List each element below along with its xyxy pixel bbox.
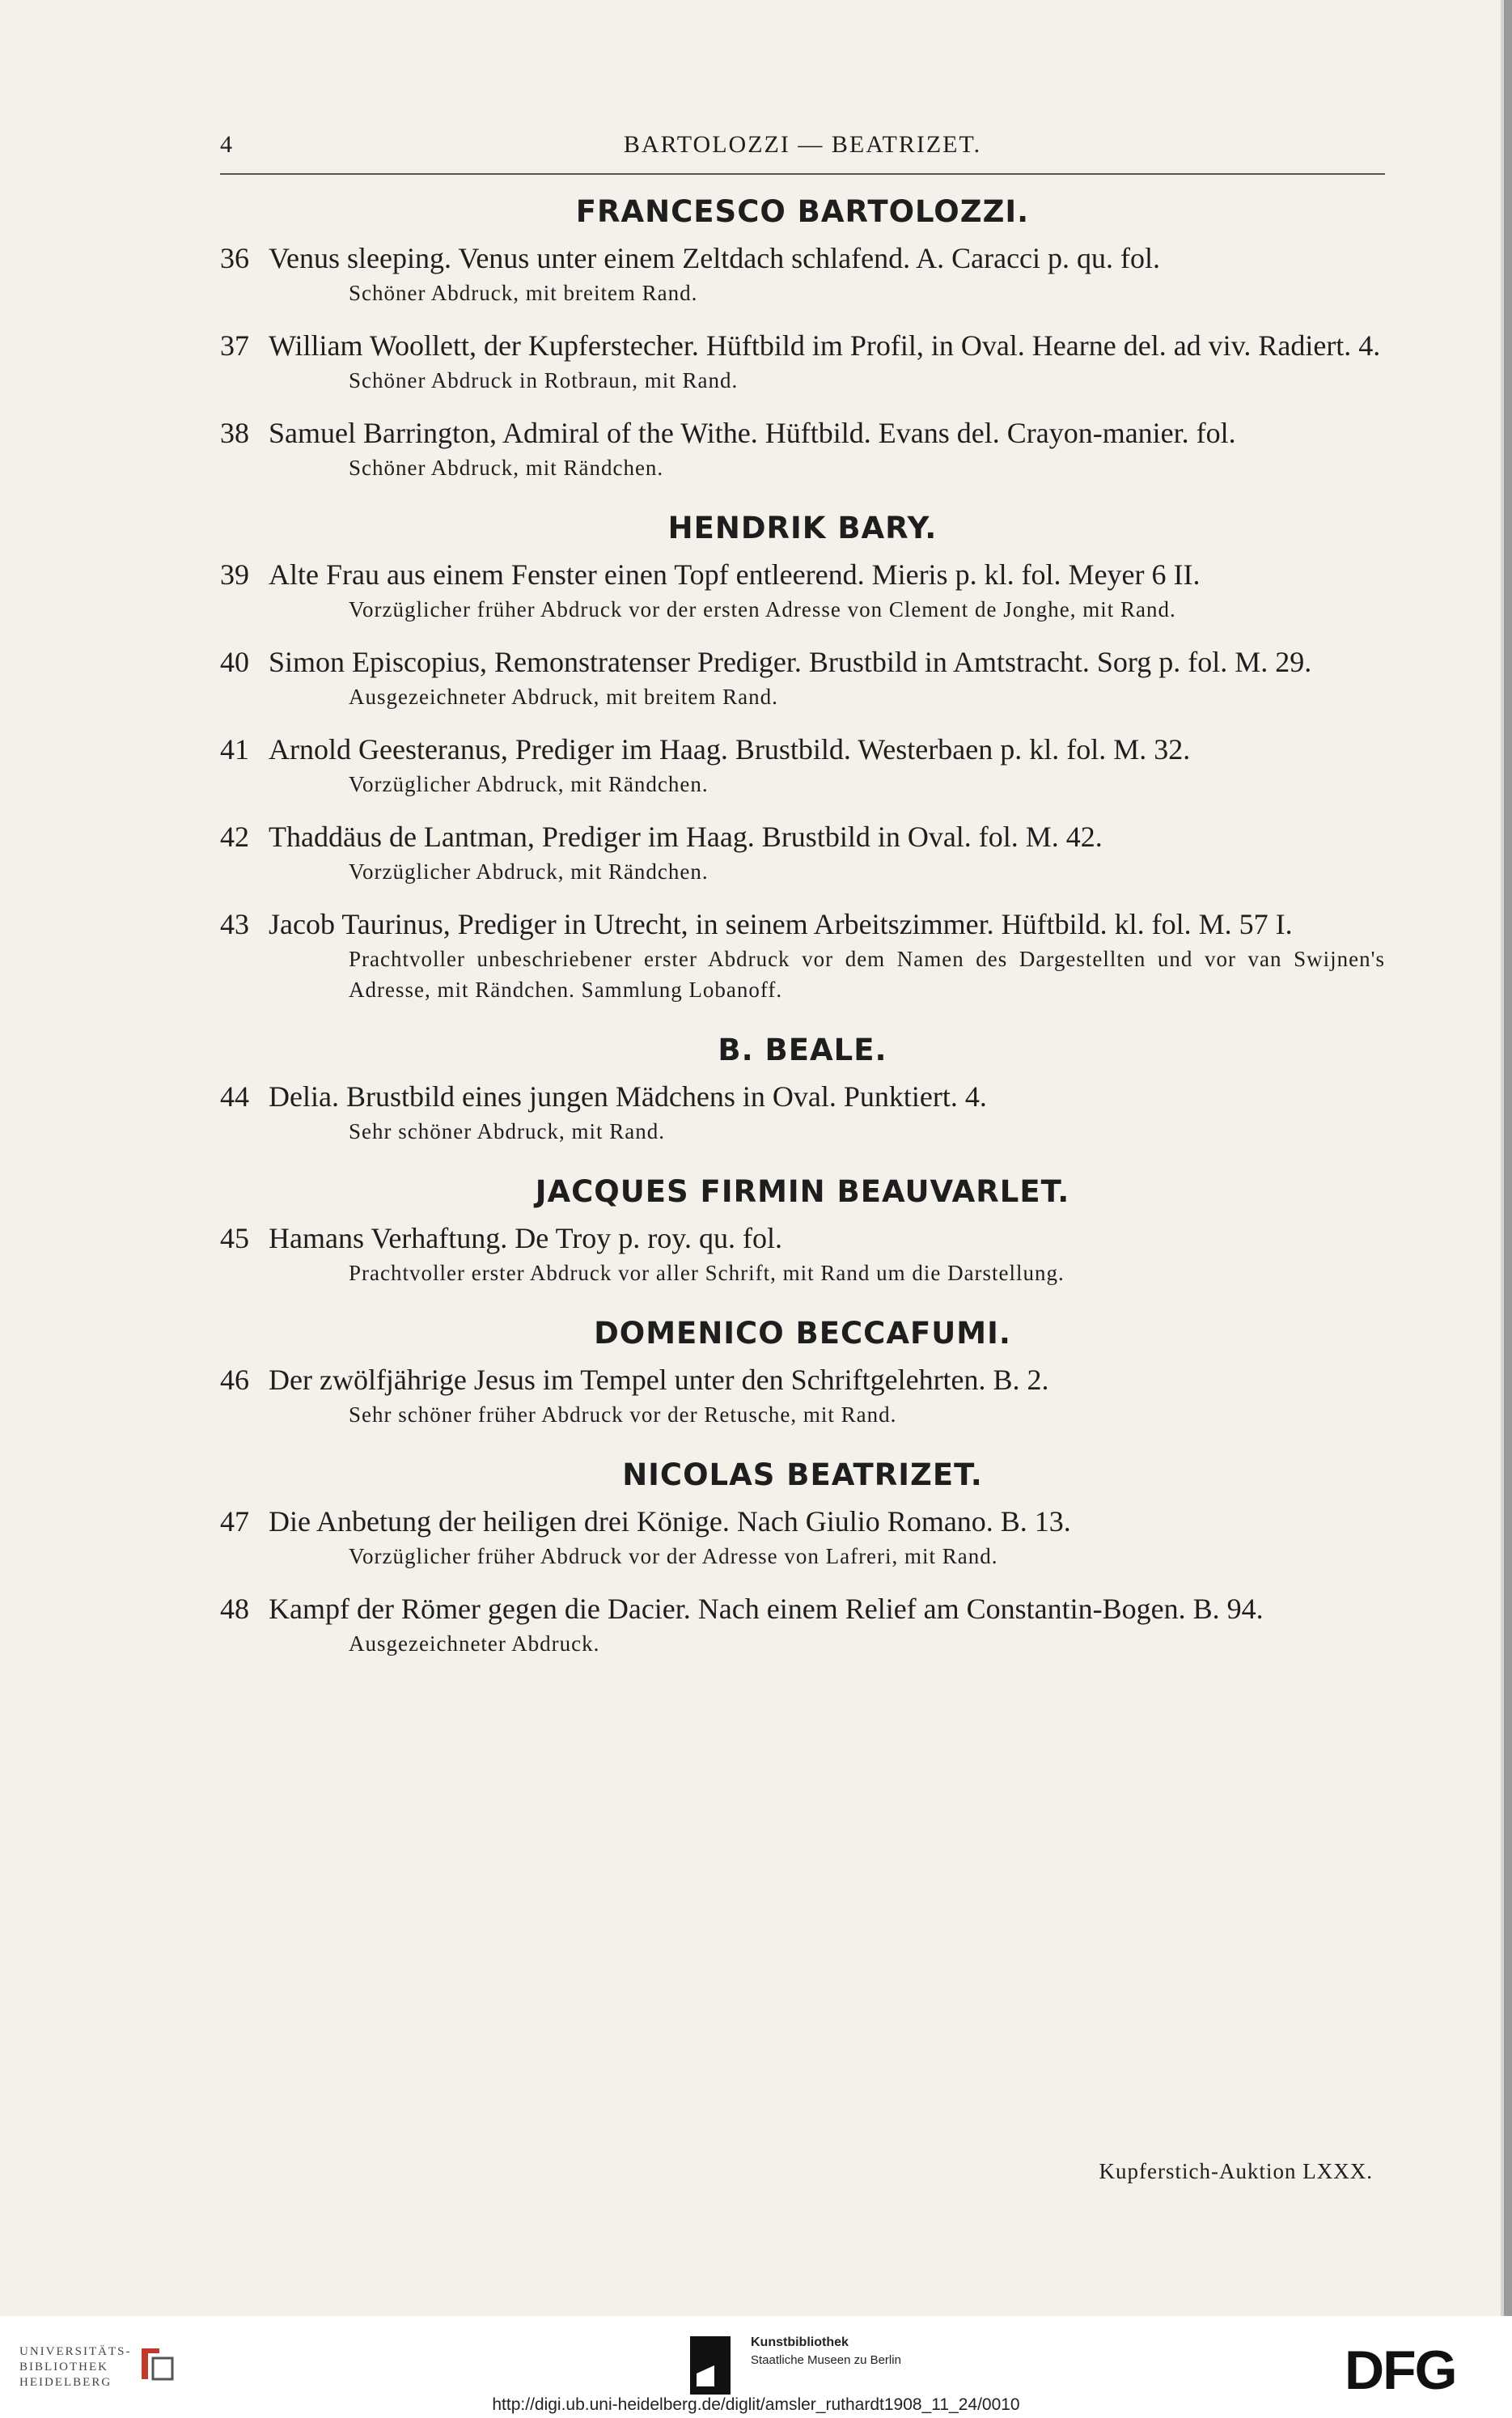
kunstbibliothek-logo-icon <box>690 2336 731 2395</box>
entry-title: Delia. Brustbild eines jungen Mädchens in Oval. Punktiert. 4. <box>269 1080 987 1113</box>
entry-note: Sehr schöner früher Abdruck vor der Retusche, mit Rand. <box>349 1402 897 1427</box>
entry-title: Arnold Geesteranus, Prediger im Haag. Brustbild. Westerbaen p. kl. fol. M. 32. <box>269 733 1191 766</box>
entry-number: 41 <box>220 733 249 766</box>
logo-line: BIBLIOTHEK <box>19 2361 108 2373</box>
catalog-entry <box>220 555 1385 625</box>
page-content <box>220 121 1385 1659</box>
artist-heading: FRANCESCO BARTOLOZZI. <box>575 194 1030 229</box>
entry-note: Vorzüglicher früher Abdruck vor der Adresse von Lafreri, mit Rand. <box>349 1544 998 1568</box>
catalog-entry <box>220 817 1385 887</box>
catalog-entry <box>220 1219 1385 1288</box>
catalog-entry <box>220 905 1385 1005</box>
entry-note: Schöner Abdruck in Rotbraun, mit Rand. <box>349 368 739 392</box>
entry-title: Venus sleeping. Venus unter einem Zeltdach schlafend. A. Caracci p. qu. fol. <box>269 242 1161 274</box>
entry-number: 39 <box>220 558 249 591</box>
catalog-entry <box>220 730 1385 800</box>
entry-note: Schöner Abdruck, mit breitem Rand. <box>349 281 698 305</box>
entry-number: 46 <box>220 1364 249 1396</box>
entry-note: Vorzüglicher Abdruck, mit Rändchen. <box>349 772 709 796</box>
section-beale <box>220 1033 1385 1147</box>
section-bary <box>220 511 1385 1005</box>
catalog-entry <box>220 239 1385 308</box>
entry-note: Vorzüglicher Abdruck, mit Rändchen. <box>349 859 709 884</box>
running-title: BARTOLOZZI — BEATRIZET. <box>623 131 982 158</box>
entry-number: 43 <box>220 908 249 940</box>
section-beccafumi <box>220 1316 1385 1430</box>
entry-title: Thaddäus de Lantman, Prediger im Haag. Brustbild in Oval. fol. M. 42. <box>269 821 1103 853</box>
entry-title: Simon Episcopius, Remonstratenser Prediger. Brustbild in Amtstracht. Sorg p. fol. M. 29. <box>269 646 1312 678</box>
section-beatrizet <box>220 1457 1385 1659</box>
artist-heading: JACQUES FIRMIN BEAUVARLET. <box>535 1174 1070 1209</box>
kb-subtitle: Staatliche Museen zu Berlin <box>751 2353 901 2367</box>
section-beauvarlet <box>220 1174 1385 1288</box>
entry-title: Kampf der Römer gegen die Dacier. Nach einem Relief am Constantin-Bogen. B. 94. <box>269 1593 1264 1625</box>
header-rule <box>220 173 1385 175</box>
catalog-entry <box>220 1077 1385 1147</box>
entry-title: Samuel Barrington, Admiral of the Withe. Hüftbild. Evans del. Crayon-manier. fol. <box>269 417 1236 449</box>
section-bartolozzi <box>220 194 1385 483</box>
page-number: 4 <box>220 131 232 158</box>
entry-note: Prachtvoller unbeschriebener erster Abdruck vor dem Namen des Dargestellten und vor van Swijnen's Adresse, mit Rändchen. Sammlung Lobanoff. <box>349 947 1385 1002</box>
entry-number: 45 <box>220 1222 249 1254</box>
artist-heading: HENDRIK BARY. <box>667 511 938 545</box>
entry-number: 37 <box>220 329 249 362</box>
entry-number: 40 <box>220 646 249 678</box>
entry-title: Der zwölfjährige Jesus im Tempel unter den Schriftgelehrten. B. 2. <box>269 1364 1049 1396</box>
entry-title: Jacob Taurinus, Prediger in Utrecht, in seinem Arbeitszimmer. Hüftbild. kl. fol. M. 57 I. <box>269 908 1293 940</box>
artist-heading: B. BEALE. <box>718 1033 887 1067</box>
entry-note: Ausgezeichneter Abdruck. <box>349 1631 600 1656</box>
entry-number: 42 <box>220 821 249 853</box>
logo-line: HEIDELBERG <box>19 2376 112 2389</box>
catalog-entry <box>220 643 1385 712</box>
entry-title: Alte Frau aus einem Fenster einen Topf entleerend. Mieris p. kl. fol. Meyer 6 II. <box>269 558 1201 591</box>
entry-note: Schöner Abdruck, mit Rändchen. <box>349 456 664 480</box>
catalog-entry <box>220 1360 1385 1430</box>
catalog-entry <box>220 1589 1385 1659</box>
catalog-entry <box>220 326 1385 396</box>
entry-note: Prachtvoller erster Abdruck vor aller Schrift, mit Rand um die Darstellung. <box>349 1261 1065 1285</box>
entry-number: 38 <box>220 417 249 449</box>
entry-title: Die Anbetung der heiligen drei Könige. Nach Giulio Romano. B. 13. <box>269 1505 1071 1538</box>
kb-title: Kunstbibliothek <box>751 2335 849 2349</box>
source-url[interactable]: http://digi.ub.uni-heidelberg.de/diglit/amsler_ruthardt1908_11_24/0010 <box>492 2395 1020 2414</box>
artist-heading: DOMENICO BECCAFUMI. <box>594 1316 1011 1351</box>
entry-number: 36 <box>220 242 249 274</box>
catalog-entry <box>220 414 1385 483</box>
kunstbibliothek-text <box>751 2334 901 2369</box>
entry-title: William Woollett, der Kupferstecher. Hüftbild im Profil, in Oval. Hearne del. ad viv. Radiert. 4. <box>269 329 1381 362</box>
university-library-logo[interactable] <box>19 2344 132 2390</box>
heidelberg-seal-icon <box>135 2342 179 2386</box>
entry-title: Hamans Verhaftung. De Troy p. roy. qu. fol. <box>269 1222 782 1254</box>
entry-note: Vorzüglicher früher Abdruck vor der ersten Adresse von Clement de Jonghe, mit Rand. <box>349 597 1176 621</box>
entry-note: Sehr schöner Abdruck, mit Rand. <box>349 1119 665 1143</box>
artist-heading: NICOLAS BEATRIZET. <box>622 1457 983 1492</box>
running-header <box>220 121 1385 178</box>
entry-number: 48 <box>220 1593 249 1625</box>
entry-number: 47 <box>220 1505 249 1538</box>
printer-signature: Kupferstich-Auktion LXXX. <box>1099 2159 1373 2183</box>
entry-number: 44 <box>220 1080 249 1113</box>
catalog-entry <box>220 1502 1385 1572</box>
entry-note: Ausgezeichneter Abdruck, mit breitem Rand. <box>349 685 778 709</box>
dfg-logo[interactable]: DFG <box>1345 2340 1456 2401</box>
page-edge <box>1504 0 1512 2316</box>
logo-line: UNIVERSITÄTS- <box>19 2345 132 2358</box>
